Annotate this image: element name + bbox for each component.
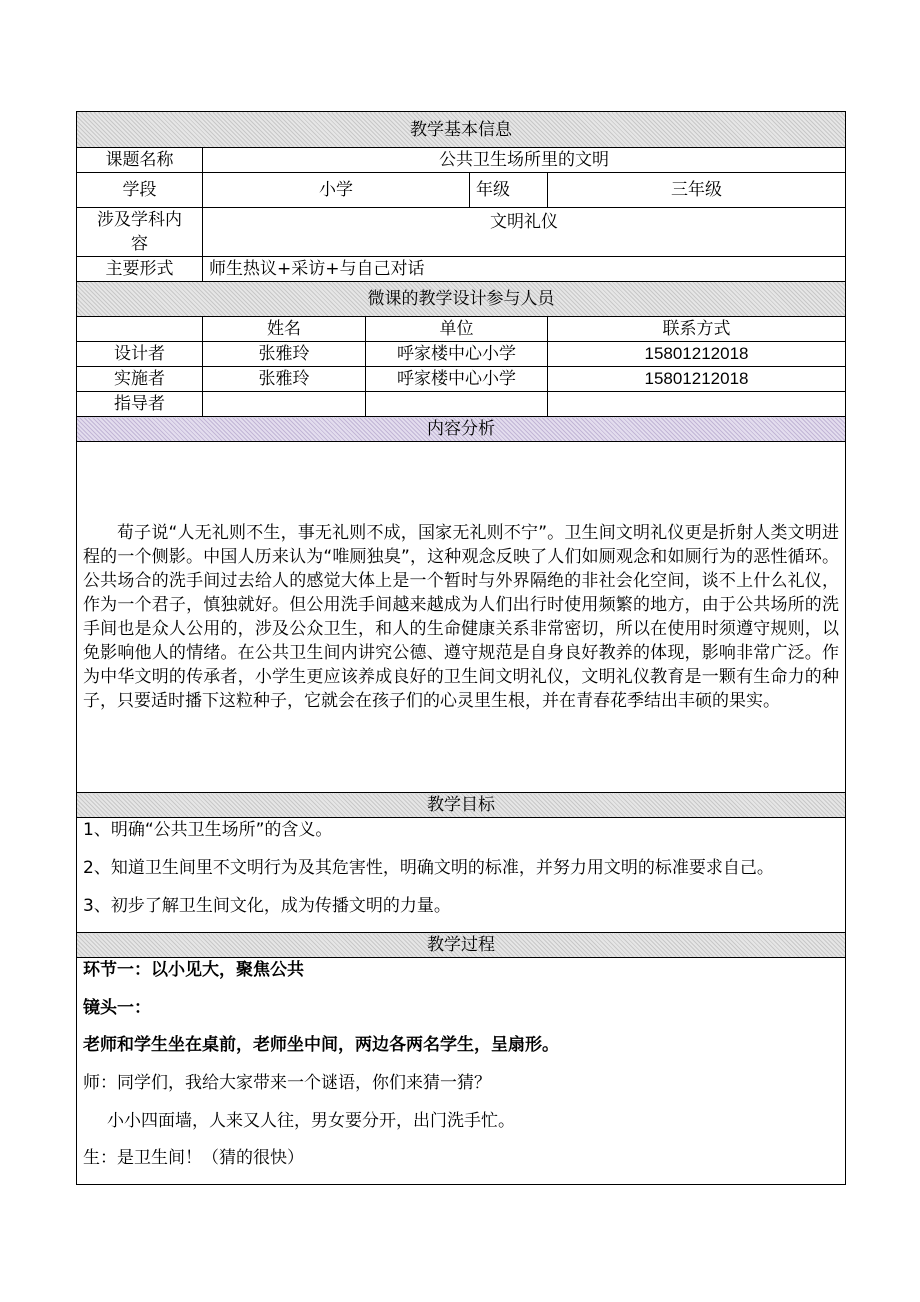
process-teacher-line: 师：同学们，我给大家带来一个谜语，你们来猜一猜？ <box>83 1073 491 1094</box>
analysis-paragraph: 荀子说“人无礼则不生，事无礼则不成，国家无礼则不宁”。卫生间文明礼仪更是折射人类文明进程的一个侧影。中国人历来认为“唯厕独臭”，这种观念反映了人们如厕观念和如厕行为的恶性循环。公共场合的洗手间过去给人的感觉大体上是一个暂时与外界隔绝的非社会化空间，谈不上什么礼仪，作为一个君子，慎独就好。但公用洗手间越来越成为人们出行时使用频繁的地方，由于公共场所的洗手间也是众人公用的，涉及公众卫生，和人的生命健康关系非常密切，所以在使用时须遵守规则，以免影响他人的情绪。在公共卫生间内讲究公德、遵守规范是自身良好教养的体现，影响非常广泛。作为中华文明的传承者，小学生更应该养成良好的卫生间文明礼仪，文明礼仪教育是一颗有生命力的种子，只要适时播下这粒种子，它就会在孩子们的心灵里生根，并在青春花季结出丰硕的果实。 <box>77 442 846 793</box>
participant-unit <box>366 392 548 417</box>
basic-info-title: 教学基本信息 <box>77 112 846 148</box>
participant-name <box>203 392 366 417</box>
participant-contact: 15801212018 <box>548 367 846 392</box>
participant-name: 张雅玲 <box>203 342 366 367</box>
participants-column-headers <box>77 317 846 342</box>
col-header-unit: 单位 <box>366 317 548 342</box>
goal-item: 2、知道卫生间里不文明行为及其危害性，明确文明的标准，并努力用文明的标准要求自己。 <box>83 858 774 878</box>
process-header-row <box>77 933 846 958</box>
participants-title: 微课的教学设计参与人员 <box>77 282 846 317</box>
goals-list <box>77 818 846 933</box>
participant-role: 实施者 <box>77 367 203 392</box>
goal-item: 3、初步了解卫生间文化，成为传播文明的力量。 <box>83 896 451 916</box>
process-riddle: 小小四面墙，人来又人往，男女要分开，出门洗手忙。 <box>107 1110 515 1131</box>
goals-header-row <box>77 793 846 818</box>
participant-contact: 15801212018 <box>548 342 846 367</box>
lesson-plan-table <box>76 111 846 1185</box>
participant-unit: 呼家楼中心小学 <box>366 342 548 367</box>
process-shot-label: 镜头一： <box>83 997 151 1018</box>
participant-contact <box>548 392 846 417</box>
form-value: 师生热议+采访+与自己对话 <box>203 257 846 282</box>
process-content <box>77 958 846 1185</box>
process-step-heading: 环节一：以小见大，聚焦公共 <box>83 960 304 980</box>
topic-value: 公共卫生场所里的文明 <box>203 148 846 173</box>
topic-row <box>77 148 846 173</box>
stage-row <box>77 173 846 208</box>
analysis-title: 内容分析 <box>77 417 846 442</box>
col-header-contact: 联系方式 <box>548 317 846 342</box>
stage-value: 小学 <box>203 173 470 208</box>
analysis-header-row <box>77 417 846 442</box>
grade-value: 三年级 <box>548 173 846 208</box>
participant-row <box>77 392 846 417</box>
analysis-body-row <box>77 442 846 793</box>
goal-item: 1、明确“公共卫生场所”的含义。 <box>83 820 333 840</box>
participants-header-row <box>77 282 846 317</box>
goals-title: 教学目标 <box>77 793 846 818</box>
topic-label: 课题名称 <box>77 148 203 173</box>
participant-row <box>77 367 846 392</box>
stage-label: 学段 <box>77 173 203 208</box>
form-row <box>77 257 846 282</box>
participant-name: 张雅玲 <box>203 367 366 392</box>
participant-role: 指导者 <box>77 392 203 417</box>
process-stage-direction: 老师和学生坐在桌前，老师坐中间，两边各两名学生，呈扇形。 <box>83 1035 559 1056</box>
process-title: 教学过程 <box>77 933 846 958</box>
grade-label: 年级 <box>470 173 548 208</box>
participant-row <box>77 342 846 367</box>
col-header-name: 姓名 <box>203 317 366 342</box>
col-header-role <box>77 317 203 342</box>
process-body-row <box>77 958 846 1185</box>
goals-body-row <box>77 818 846 933</box>
participant-unit: 呼家楼中心小学 <box>366 367 548 392</box>
subject-label: 涉及学科内容 <box>77 208 203 257</box>
process-student-line: 生：是卫生间！（猜的很快） <box>83 1148 304 1169</box>
form-label: 主要形式 <box>77 257 203 282</box>
basic-info-header-row <box>77 112 846 148</box>
participant-role: 设计者 <box>77 342 203 367</box>
subject-row <box>77 208 846 257</box>
subject-value: 文明礼仪 <box>203 208 846 257</box>
